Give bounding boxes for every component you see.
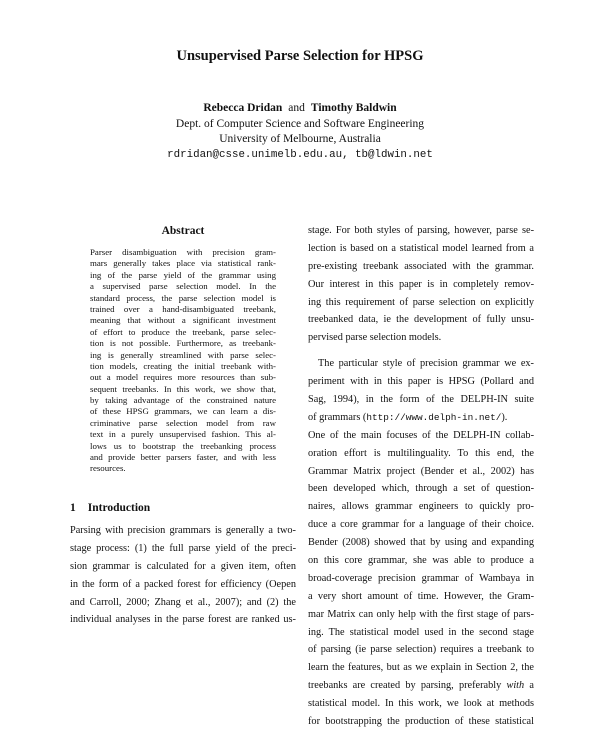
text-line: The particular style of precision grammar we ex- xyxy=(318,358,534,370)
text-line: of these HPSG grammars, we can learn a dis- xyxy=(90,406,276,417)
author-emails: rdridan@csse.unimelb.edu.au, tb@ldwin.net xyxy=(167,148,433,161)
text-line: sequent treebanks. In this work, we show that, xyxy=(90,383,276,394)
emphasis-with: with xyxy=(506,680,525,692)
section-number: 1 xyxy=(70,502,76,514)
text-line-grammars-url: of grammars (http://www.delph-in.net/). xyxy=(308,411,508,423)
text-line: ing is generally streamlined with parse selec- xyxy=(90,349,276,360)
text-line: Grammar Matrix project (Bender et al., 2002) has xyxy=(308,465,534,477)
text-line: lection is based on a statistical model learned from a xyxy=(308,242,534,254)
abstract-heading: Abstract xyxy=(161,225,205,237)
text-line: tion is not possible. Furthermore, as treebank- xyxy=(90,338,276,349)
text-line: periment with in this paper is HPSG (Pollard and xyxy=(308,376,534,388)
delph-in-url: http://www.delph-in.net/ xyxy=(366,411,502,423)
text-line: learn the features, but as we explain in Section 2, the xyxy=(308,662,534,674)
text-line: out a model requires more resources than sub- xyxy=(90,372,276,383)
text-line: resources. xyxy=(90,463,126,474)
affiliation-department: Dept. of Computer Science and Software Engineering xyxy=(175,117,425,130)
text-line: mar Matrix can only help with the first stage of pars- xyxy=(308,608,534,620)
paragraph-bootstrapping xyxy=(308,695,534,731)
section-heading-introduction xyxy=(70,502,150,514)
text-line: broad-coverage precision grammar of Wambaya in xyxy=(308,572,534,584)
text-line: pre-existing treebank associated with the grammar. xyxy=(308,260,534,272)
paper-title: Unsupervised Parse Selection for HPSG xyxy=(176,48,424,64)
text-line: and Carroll, 2000; Zhang et al., 2007); and (2) the xyxy=(70,596,296,608)
text-line: sion grammar is calculated for a given item, often xyxy=(70,560,296,572)
text-line: trained over a hand-disambiguated treebank, xyxy=(90,303,276,314)
text-line: individual analyses in the parse forest are ranked us- xyxy=(70,614,296,626)
text-line: mars generally takes place via statistical rank- xyxy=(90,258,276,269)
paragraph-delph-in xyxy=(308,355,534,409)
text-line: ing of the parse yield of the grammar using xyxy=(90,269,276,280)
text-line: text in a purely unsupervised fashion. This al- xyxy=(90,429,276,440)
text-line: oration effort is multilinguality. To this end, the xyxy=(308,447,534,459)
text-line: tion models, creating the initial treebank with- xyxy=(90,360,276,371)
abstract-body xyxy=(90,247,276,475)
text-line: treebanked data, ie the development of fully unsu- xyxy=(308,314,534,326)
author-2: Timothy Baldwin xyxy=(310,102,397,114)
text-line: stage process: (1) the full parse yield of the preci- xyxy=(70,542,296,554)
text-line: been developed which, through a set of question- xyxy=(308,483,534,495)
section-title: Introduction xyxy=(87,502,151,514)
text-line: of effort to produce the treebank, parse selec- xyxy=(90,326,276,337)
affiliation-university: University of Melbourne, Australia xyxy=(219,133,381,145)
text-line: Bender (2008) showed that by using and expanding xyxy=(308,537,534,549)
text-line: naires, allows grammar engineers to quickly pro- xyxy=(308,501,534,513)
author-names xyxy=(0,101,600,117)
text-line: statistical model. In this work, we look at methods xyxy=(308,698,534,710)
paragraph-parse-selection xyxy=(308,222,534,347)
text-line: standard process, the parse selection model is xyxy=(90,292,276,303)
author-1: Rebecca Dridan xyxy=(203,102,283,114)
text-line: One of the main focuses of the DELPH-IN collab- xyxy=(308,429,534,441)
text-line: lows us to bootstrap the treebanking process xyxy=(90,440,276,451)
text-line: of parsing (ie parse selection) requires a treebank to xyxy=(308,644,534,656)
text-line: ing this requirement of parse selection on explicitly xyxy=(308,296,534,308)
text-line: in the form of a packed forest for efficiency (Oepen xyxy=(70,578,296,590)
paragraph-grammar-matrix xyxy=(308,427,534,677)
text-line: Parser disambiguation with precision gram- xyxy=(90,247,276,257)
text-line: for bootstrapping the production of these statistical xyxy=(308,716,534,728)
text-line: duce a core grammar for a language of their choice. xyxy=(308,519,534,531)
right-column-text xyxy=(308,222,534,731)
text-line: ing. The statistical model used in the second stage xyxy=(308,626,534,638)
text-line: pervised parse selection models. xyxy=(308,332,442,344)
text-line: and provide better parsers faster, and with less xyxy=(90,452,276,463)
introduction-text xyxy=(70,522,296,629)
text-line: by taking advantage of the constrained nature xyxy=(90,395,276,406)
text-line: a very short amount of time. However, the Gram- xyxy=(308,590,534,602)
author-block xyxy=(0,101,600,163)
text-line-treebanks: treebanks are created by parsing, preferably with a xyxy=(308,680,534,692)
text-line: meaning that without a significant investment xyxy=(90,315,276,326)
text-line: Sag, 1994), in the form of the DELPH-IN suite xyxy=(308,394,534,406)
text-line: a supervised parse selection model. In the xyxy=(90,281,276,292)
text-line: stage. For both styles of parsing, however, parse se- xyxy=(308,225,534,236)
text-line: on this core grammar, she was able to produce a xyxy=(308,555,534,567)
paragraph-gap xyxy=(308,347,534,355)
text-line: criminative parse selection model from raw xyxy=(90,417,276,428)
text-line: Parsing with precision grammars is generally a two- xyxy=(70,525,296,536)
text-line: Our interest in this paper is in completely remov- xyxy=(308,278,534,290)
author-conjunction: and xyxy=(288,102,305,114)
